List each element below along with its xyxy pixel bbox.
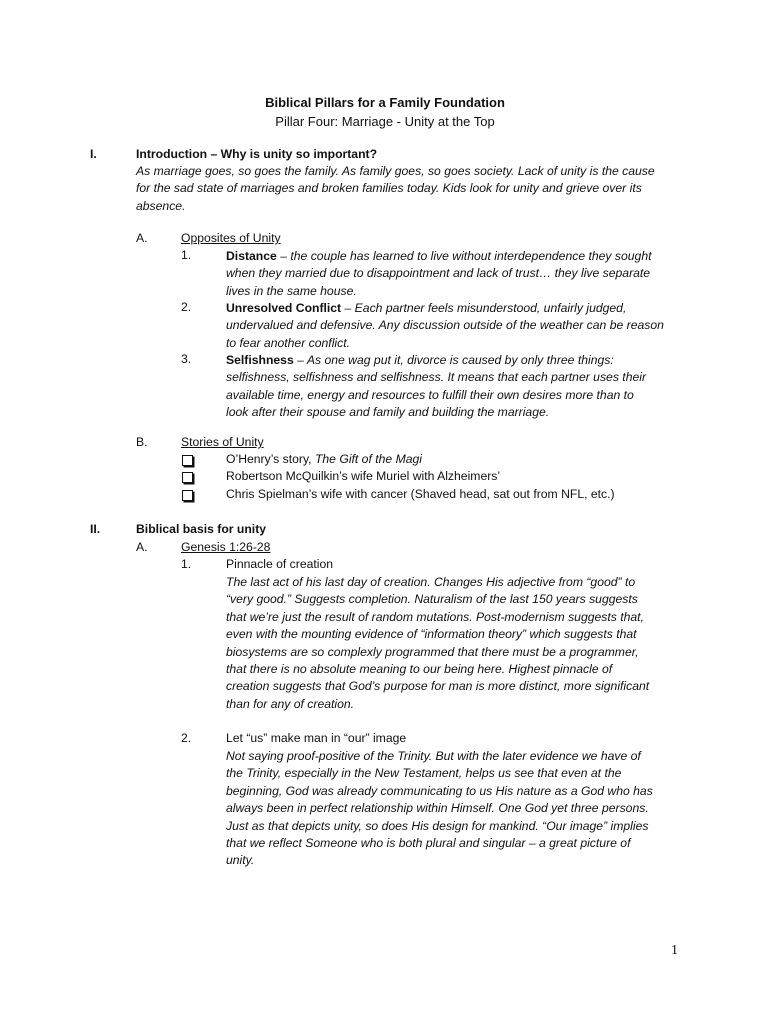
point-1-number: 1. (181, 557, 192, 571)
point-2-line: Just as that depicts unity, so does His design for mankind. “Our image” implies (226, 818, 649, 833)
point-1-line: “very good.” Suggests completion. Naturalism of the last 150 years suggests (226, 592, 638, 607)
section-1-heading: Introduction – Why is unity so important? (136, 147, 378, 161)
subsection-2a-title: Genesis 1:26-28 (181, 540, 271, 554)
section-2-heading: Biblical basis for unity (136, 522, 267, 536)
story-2: Robertson McQuilkin’s wife Muriel with Alzheimers’ (226, 469, 501, 483)
subsection-2a-letter: A. (136, 540, 148, 554)
item-1-line: when they married due to disappointment and lack of trust… they live separate (226, 266, 651, 281)
item-3-line: selfishness, selfishness and selfishness. It means that each partner uses their (226, 370, 647, 385)
point-2-line: the Trinity, especially in the New Testament, helps us see that even at the (226, 766, 622, 781)
document-subtitle: Pillar Four: Marriage - Unity at the Top (275, 114, 495, 129)
point-2-text (226, 748, 653, 870)
section-1-number: I. (90, 147, 97, 161)
point-1-title: Pinnacle of creation (226, 557, 334, 571)
item-1-text (226, 248, 652, 300)
item-3-term: Selfishness (226, 353, 294, 367)
point-1-line: than for any of creation. (226, 696, 355, 711)
point-2-line: unity. (226, 853, 255, 868)
item-2-line: undervalued and defensive. Any discussion outside of the weather can be reason (226, 318, 664, 333)
point-1-text (226, 574, 649, 713)
point-2-line: Not saying proof-positive of the Trinity. But with the later evidence we have of (226, 749, 641, 763)
item-3-desc: – As one wag put it, divorce is caused by only three things: (293, 353, 614, 367)
point-2-line: always been in perfect relationship within Himself. One God yet three persons. (226, 801, 649, 816)
point-2-line: that we reflect Someone who is both plural and singular – a great picture of (226, 836, 631, 851)
document-title: Biblical Pillars for a Family Foundation (265, 95, 505, 110)
point-1-line: that there is no absolute meaning to our being here. Highest pinnacle of (226, 662, 613, 677)
item-3-number: 3. (181, 352, 192, 366)
intro-line: for the sad state of marriages and broken families today. Kids look for unity and grieve over its (136, 181, 642, 196)
story-1-prefix: O’Henry’s story, (226, 452, 315, 466)
subsection-b-letter: B. (136, 435, 148, 449)
point-1-line: even with the mounting evidence of “information theory” which suggests that (226, 627, 637, 642)
subsection-b-title: Stories of Unity (181, 435, 264, 449)
checkbox-icon (182, 455, 193, 466)
point-1-line: creation suggests that God’s purpose for man is more distinct, more significant (226, 679, 650, 694)
item-2-desc: – Each partner feels misunderstood, unfairly judged, (341, 301, 627, 315)
section-1-intro (136, 163, 655, 215)
point-2-number: 2. (181, 731, 192, 745)
item-2-text (226, 300, 664, 352)
page-number: 1 (671, 943, 678, 958)
checkbox-icon (182, 490, 193, 501)
story-1-title: The Gift of the Magi (314, 452, 422, 466)
intro-line: As marriage goes, so goes the family. As family goes, so goes society. Lack of unity is the cause (136, 164, 655, 178)
point-1-line: biosystems are so complexly programmed that there must be a programmer, (226, 644, 639, 659)
item-2-line: to fear another conflict. (226, 335, 350, 350)
item-3-text (226, 352, 646, 422)
item-1-term: Distance (226, 249, 277, 263)
point-1-line: The last act of his last day of creation. Changes His adjective from “good” to (226, 575, 636, 589)
story-3: Chris Spielman’s wife with cancer (Shaved head, sat out from NFL, etc.) (226, 487, 615, 501)
point-1-line: that we’re just the result of random mutations. Post-modernism suggests that, (226, 609, 644, 624)
subsection-a-letter: A. (136, 231, 148, 245)
item-1-line: lives in the same house. (226, 283, 357, 298)
checkbox-icon (182, 472, 193, 483)
point-2-line: beginning, God was already communicating to us His nature as a God who has (226, 783, 653, 798)
subsection-a-title: Opposites of Unity (181, 231, 281, 245)
item-1-desc: – the couple has learned to live without interdependence they sought (276, 249, 652, 263)
section-2-number: II. (90, 522, 101, 536)
item-3-line: look after their spouse and family and building the marriage. (226, 405, 550, 420)
item-2-term: Unresolved Conflict (226, 301, 342, 315)
item-1-number: 1. (181, 248, 192, 262)
story-1 (226, 452, 422, 466)
intro-line: absence. (136, 198, 186, 213)
item-2-number: 2. (181, 300, 192, 314)
item-3-line: available time, energy and resources to fulfill their own desires more than to (226, 387, 634, 402)
point-2-title: Let “us” make man in “our” image (226, 731, 407, 745)
